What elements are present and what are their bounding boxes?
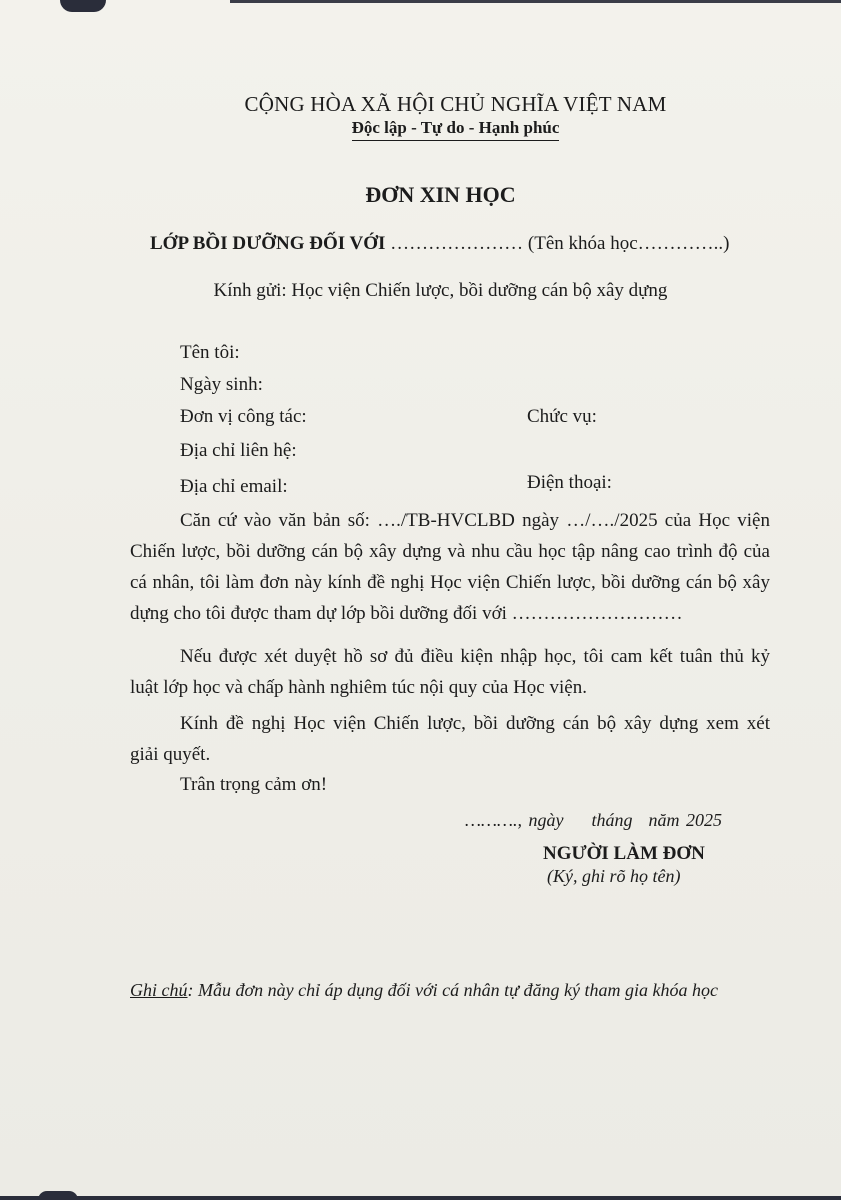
body-paragraph-1 (130, 505, 770, 629)
scan-edge-shadow (60, 0, 106, 12)
body-line: giải quyết. (130, 744, 211, 765)
date-prefix: ………., ngày (465, 810, 564, 830)
footnote-text: : Mẫu đơn này chỉ áp dụng đối với cá nhân tự đăng ký tham gia khóa học (187, 980, 718, 1000)
scan-edge-bottom-shadow (38, 1191, 78, 1200)
field-position: Chức vụ: (527, 406, 597, 427)
field-name: Tên tôi: (180, 342, 240, 363)
body-line: cá nhân, tôi làm đơn này kính đề nghị Học viện Chiến lược, bồi dưỡng cán bộ xây (130, 572, 770, 593)
body-line: dựng cho tôi được tham dự lớp bồi dưỡng đối với ……………………… (130, 603, 683, 624)
scan-edge-bottom (0, 1196, 841, 1200)
date-year: năm 2025 (648, 810, 723, 830)
footnote-label: Ghi chú (130, 980, 188, 1000)
field-email: Địa chỉ email: (180, 476, 288, 497)
field-address: Địa chỉ liên hệ: (180, 440, 297, 461)
signer-title: NGƯỜI LÀM ĐƠN (543, 843, 705, 864)
course-line (150, 233, 729, 255)
country-title: CỘNG HÒA XÃ HỘI CHỦ NGHĨA VIỆT NAM (244, 92, 667, 116)
body-line: luật lớp học và chấp hành nghiêm túc nội quy của Học viện. (130, 677, 587, 698)
date-month: tháng (591, 810, 633, 830)
date-line (465, 810, 722, 831)
signer-note: (Ký, ghi rõ họ tên) (547, 866, 681, 886)
form-title: ĐƠN XIN HỌC (365, 182, 516, 207)
body-paragraph-2 (130, 641, 770, 703)
motto-wrap (0, 118, 841, 141)
thanks-line: Trân trọng cảm ơn! (180, 774, 328, 795)
body-paragraph-3 (130, 708, 770, 770)
scan-edge-line (230, 0, 841, 3)
recipient-line: Kính gửi: Học viện Chiến lược, bồi dưỡng cán bộ xây dựng (213, 280, 668, 301)
field-phone: Điện thoại: (527, 472, 612, 493)
field-dob: Ngày sinh: (180, 374, 263, 395)
body-line: Nếu được xét duyệt hồ sơ đủ điều kiện nhập học, tôi cam kết tuân thủ kỷ (180, 646, 770, 667)
motto: Độc lập - Tự do - Hạnh phúc (352, 118, 560, 141)
course-label: LỚP BỒI DƯỠNG ĐỐI VỚI (150, 233, 386, 254)
body-line: Căn cứ vào văn bản số: …./TB-HVCLBD ngày …/…./2025 của Học viện (180, 510, 770, 531)
field-unit: Đơn vị công tác: (180, 406, 307, 427)
course-placeholder: ………………… (Tên khóa học…………..) (385, 233, 730, 254)
body-line: Chiến lược, bồi dưỡng cán bộ xây dựng và nhu cầu học tập nâng cao trình độ của (130, 541, 770, 562)
footnote (130, 980, 718, 1001)
body-line: Kính đề nghị Học viện Chiến lược, bồi dưỡng cán bộ xây dựng xem xét (180, 713, 770, 734)
